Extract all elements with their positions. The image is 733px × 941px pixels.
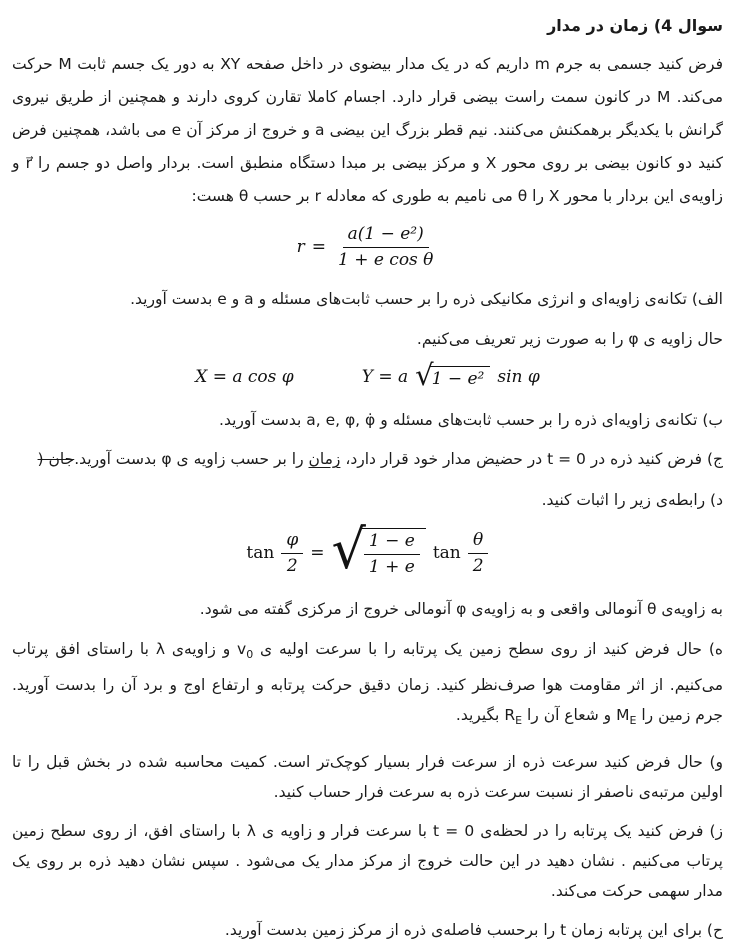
item-jim-post: را بر حسب زاویه ی φ بدست آورید.	[74, 450, 309, 468]
eq2-y-lhs: Y = a	[361, 367, 409, 387]
square-root	[415, 357, 490, 392]
eq1-lhs: r	[296, 237, 305, 257]
underlined-word: زمان	[308, 450, 341, 468]
earth-mass-symbol: M	[616, 706, 630, 725]
item-he-p3: بگیرید.	[455, 706, 505, 725]
eq2-x-equation: X = a cos φ	[195, 367, 294, 387]
equation-phi-parametrization	[12, 357, 723, 397]
equation-anomaly-relation	[12, 518, 723, 584]
page-title: سوال 4) زمان در مدار	[547, 16, 723, 35]
item-he-p1: و زاویه‌ی λ با راستای افق پرتاب می‌کنیم. از اثر مقاومت هوا صرف‌نظر کنید. زمان دقیق حرکت پرتابه و ارتفاع اوج و برد آن را بدست آورید. جرم زمین را	[12, 640, 723, 725]
eq1-equals: =	[311, 237, 326, 257]
initial-speed-symbol: v	[237, 640, 247, 658]
square-root	[331, 518, 425, 581]
item-he-p2: و شعاع آن را	[522, 706, 617, 725]
eq3-two-1: 2	[286, 555, 298, 576]
item-jim-pre: ج) فرض کنید ذره در t = 0 در حضیض مدار خود قرار دارد،	[340, 450, 723, 468]
eq3-radicand	[362, 528, 426, 578]
eq3-one-minus-e: 1 − e	[364, 531, 420, 555]
eq3-two-2: 2	[472, 555, 484, 576]
eq1-fraction	[333, 224, 438, 271]
intro-paragraph: فرض کنید جسمی به جرم m داریم که در یک مدار بیضوی در داخل صفحه XY به دور یک جسم ثابت M حرکت می‌کند. M در کانون سمت راست بیضی قرار دارد. اجسام کاملا تقارن کروی دارند و همچنین از طریق نیروی گرانش با یکدیگر برهمکنش می‌کنند. نیم قطر بزرگ این بیضی a و خروج از مرکز آن e می باشد، همچنین فرض کنید دو کانون بیضی بر روی محور X و مرکز بیضی بر مبدا دستگاه منطبق است. بردار واصل دو جسم را r⃗ و زاویه‌ی این بردار با محور X را θ می نامیم به طوری که معادله r بر حسب θ هست:	[12, 55, 723, 205]
item-hhe: ح) برای این پرتابه زمان t را برحسب فاصله‌ی ذره از مرکز زمین بدست آورید.	[224, 921, 723, 940]
item-be: ب) تکانه‌ی زاویه‌ای ذره را بر حسب ثابت‌های مسئله و a, e, φ, φ̇ بدست آورید.	[219, 411, 723, 429]
item-jim	[12, 448, 723, 470]
eq3-theta-half	[468, 530, 489, 577]
radical-sign: √	[415, 357, 434, 392]
eq1-numerator: a(1 − e²)	[343, 224, 429, 248]
eq3-phi-half	[281, 530, 303, 577]
eq1-denominator: 1 + e cos θ	[337, 249, 434, 270]
eq3-phi: φ	[281, 530, 303, 554]
item-he-p0: ه) حال فرض کنید از روی سطح زمین یک پرتابه را با سرعت اولیه ی	[253, 640, 723, 658]
initial-speed-subscript: 0	[246, 648, 254, 662]
phi-definition-lead: حال زاویه ی φ را به صورت زیر تعریف می‌کنیم.	[416, 330, 723, 348]
eq3-eccentricity-fraction	[364, 531, 420, 578]
item-he	[12, 634, 723, 736]
earth-radius-symbol: R	[504, 706, 516, 725]
eq3-tan-1: tan	[246, 543, 275, 563]
item-alef: الف) تکانه‌ی زاویه‌ای و انرژی مکانیکی ذره را بر حسب ثابت‌های مسئله و a و e بدست آورید.	[130, 290, 723, 308]
equation-orbit-radius	[12, 218, 723, 276]
earth-radius-subscript: E	[515, 714, 523, 728]
item-vav: و) حال فرض کنید سرعت ذره از سرعت فرار بسیار کوچک‌تر است. کمیت محاسبه شده در بخش قبل را تا اولین مرتبه‌ی ناصفر از نسبت سرعت ذره به سرعت فرار حساب کنید.	[12, 753, 723, 802]
anomaly-note: به زاویه‌ی θ آنومالی واقعی و به زاویه‌ی φ آنومالی خروج از مرکزی گفته می شود.	[199, 600, 723, 618]
item-ze: ز) فرض کنید یک پرتابه را در لحظه‌ی t = 0 با سرعت فرار و زاویه ی λ با راستای افق، از روی سطح زمین پرتاب می‌کنیم . نشان دهید در این حالت خروج از مرکز مدار یک می‌شود . سپس نشان دهید ذره بر روی یک مدار سهمی حرکت می‌کند.	[12, 822, 724, 901]
eq3-theta: θ	[468, 530, 488, 554]
struck-out-text: جان (	[37, 450, 75, 468]
eq3-one-plus-e: 1 + e	[368, 557, 415, 577]
eq3-tan-2: tan	[432, 543, 461, 563]
eq3-equals: =	[310, 543, 325, 563]
eq2-radicand: 1 − e²	[430, 366, 491, 389]
radical-sign: √	[331, 518, 366, 581]
eq2-y-tail: sin φ	[497, 367, 540, 387]
item-dal: د) رابطه‌ی زیر را اثبات کنید.	[541, 491, 723, 509]
earth-mass-subscript: E	[629, 714, 637, 728]
